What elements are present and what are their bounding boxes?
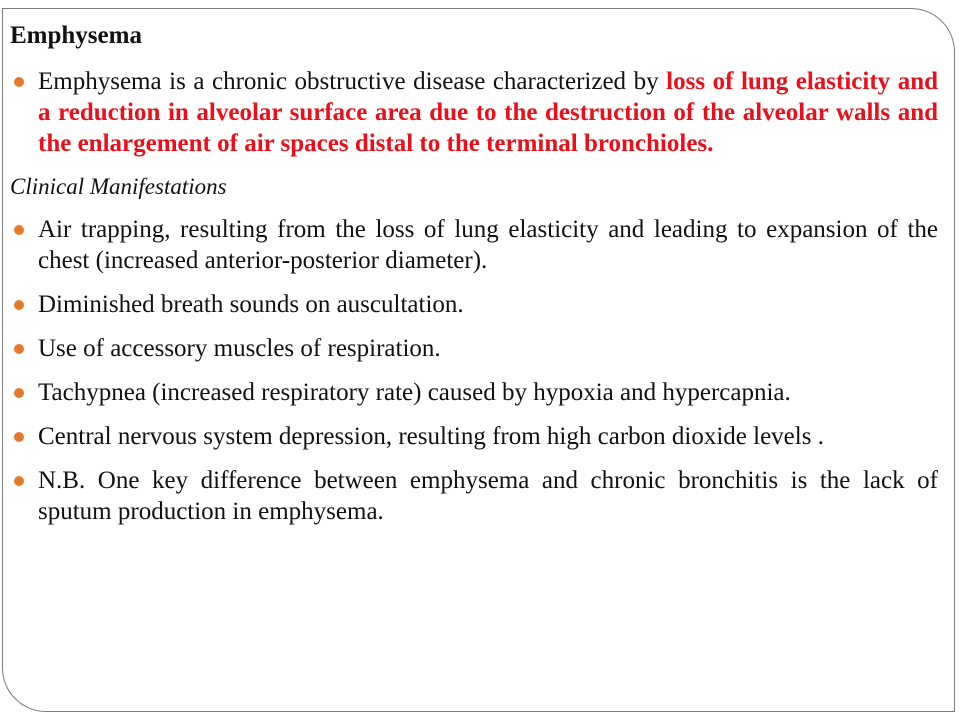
manifestation-item: N.B. One key difference between emphysema and chronic bronchitis is the lack of sputum production in emphysema. xyxy=(10,465,938,527)
manifestation-item: Diminished breath sounds on auscultation. xyxy=(10,289,938,320)
manifestation-item: Use of accessory muscles of respiration. xyxy=(10,333,938,364)
manifestation-item: Central nervous system depression, resulting from high carbon dioxide levels . xyxy=(10,421,938,452)
clinical-manifestations-heading: Clinical Manifestations xyxy=(10,174,227,199)
manifestation-item: Tachypnea (increased respiratory rate) caused by hypoxia and hypercapnia. xyxy=(10,377,938,408)
definition-text: Emphysema is a chronic obstructive disease characterized by xyxy=(38,68,667,95)
definition-list xyxy=(10,66,938,159)
manifestation-item: Air trapping, resulting from the loss of lung elasticity and leading to expansion of the chest (increased anterior-posterior diameter). xyxy=(10,214,938,276)
slide-content xyxy=(10,20,938,540)
manifestations-list xyxy=(10,214,938,527)
definition-bullet xyxy=(10,66,938,159)
definition-highlight: loss of lung elasticity and a reduction in alveolar surface area due to the destruction of the alveolar walls and the enlargement of air spaces distal to the terminal bronchioles. xyxy=(38,68,939,157)
slide-heading: Emphysema xyxy=(10,22,142,49)
